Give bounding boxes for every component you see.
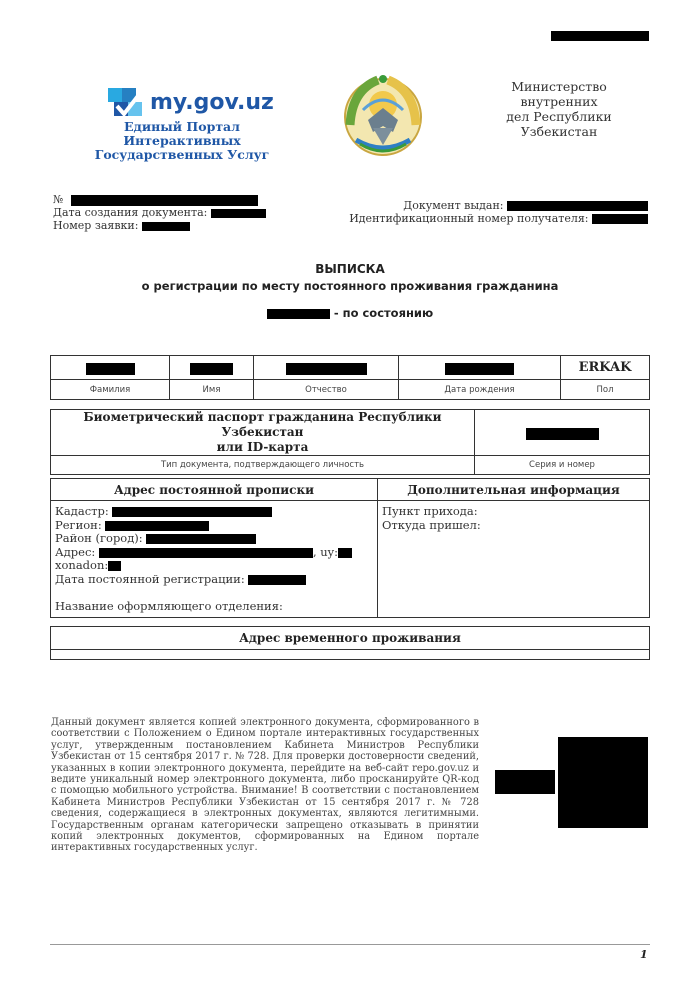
redacted-district [146,534,256,544]
document-meta-left [53,193,266,232]
request-number-label: Номер заявки: [53,219,139,232]
patronymic-label: Отчество [254,380,399,400]
series-number-value [475,410,650,456]
identity-document-table [50,409,650,475]
redacted-state-date [267,309,330,319]
birth-date-value [399,356,561,380]
document-meta-right [349,199,648,225]
arrival-point-label: Пункт прихода: [382,504,478,518]
redacted-cadastre [112,507,272,517]
issued-to-label: Документ выдан: [403,199,504,212]
birth-date-label: Дата рождения [399,380,561,400]
person-table [50,355,650,400]
redacted-header-field [551,31,649,41]
additional-info-body [378,501,650,618]
registration-date-label: Дата постоянной регистрации: [55,571,245,586]
temporary-address-header: Адрес временного проживания [51,627,650,650]
portal-subtitle-line: Единый Портал Интерактивных [123,119,241,148]
permanent-address-header: Адрес постоянной прописки [51,479,378,501]
legal-notice: Данный документ является копией электронного документа, сформированного в соответствии с Положением о Едином портале интерактивных государственных услуг, утвержденным постановлением Кабинета Министров Республики Узбекистан от 15 сентября 2017 г. № 728. Для проверки достоверности сведений, указанных в копии электронного документа, перейдите на веб-сайт repo.gov.uz и ведите уникальный номер электронного документа, либо просканируйте QR-код с помощью мобильного устройства. Внимание! В соответствии с постановлением Кабинета Министров Республики Узбекистан от 15 сентября 2017 г. № 728 сведения, содержащиеся в электронных документах, являются легитимными. Государственным органам категорически запрещено отказывать в принятии копий электронных документов, сформированных на Едином портале интерактивных государственных услуг. [51,717,479,854]
document-subtitle: о регистрации по месту постоянного проживания гражданина [141,279,559,293]
gender-label: Пол [561,380,650,400]
redacted-birth-date [445,363,514,375]
redacted-number [71,195,258,206]
ministry-line: внутренних [520,94,598,109]
house-label: , uy: [312,544,339,559]
region-label: Регион: [55,517,102,532]
permanent-address-body [51,501,378,618]
footer-divider [50,944,650,945]
recipient-id-label: Идентификационный номер получателя: [349,212,589,225]
redacted-created-date [211,209,266,218]
ministry-name [494,79,624,139]
portal-logo-icon [108,86,144,122]
document-title: ВЫПИСКА [315,262,385,276]
document-type-label: Тип документа, подтверждающего личность [51,456,475,475]
redacted-street [99,548,313,558]
redacted-qr-code [558,737,648,828]
cadastre-label: Кадастр: [55,504,109,518]
redacted-document-code [495,770,555,794]
additional-info-header: Дополнительная информация [378,479,650,501]
redacted-apartment [108,561,121,571]
state-suffix: - по состоянию [333,306,434,320]
portal-subtitle [68,120,296,162]
ministry-line: Министерство [511,79,607,94]
state-emblem-icon [338,70,428,160]
portal-subtitle-line: Государственных Услуг [94,147,270,162]
patronymic-value [254,356,399,380]
name-label: Имя [170,380,254,400]
redacted-request-number [142,222,190,231]
created-date-label: Дата создания документа: [53,206,208,219]
redacted-name [190,363,233,375]
name-value [170,356,254,380]
surname-value [51,356,170,380]
surname-label: Фамилия [51,380,170,400]
address-table [50,478,650,618]
apartment-label: xonadon: [55,558,109,572]
document-type-line: Биометрический паспорт гражданина Республики Узбекистан [83,410,442,439]
redacted-registration-date [248,575,306,585]
document-type-line: или ID-карта [216,440,309,454]
number-label: № [53,193,64,206]
redacted-issued-to [507,201,648,211]
district-label: Район (город): [55,531,143,545]
redacted-region [105,521,209,531]
ministry-line: Узбекистан [520,124,598,139]
temporary-address-table [50,626,650,660]
portal-site-name: my.gov.uz [150,90,274,115]
redacted-surname [86,363,135,375]
address-label: Адрес: [55,544,96,559]
series-number-label: Серия и номер [475,456,650,475]
temporary-address-body [51,650,650,660]
document-type-value [51,410,475,456]
document-state-date [0,306,700,320]
redacted-series-number [526,428,599,440]
page-number: 1 [640,948,648,961]
arrived-from-label: Откуда пришел: [382,517,481,532]
redacted-recipient-id [592,214,648,224]
redacted-patronymic [286,363,367,375]
gender-value: ERKAK [561,356,650,380]
department-label: Название оформляющего отделения: [55,598,283,613]
redacted-house [338,548,352,558]
ministry-line: дел Республики [506,109,612,124]
